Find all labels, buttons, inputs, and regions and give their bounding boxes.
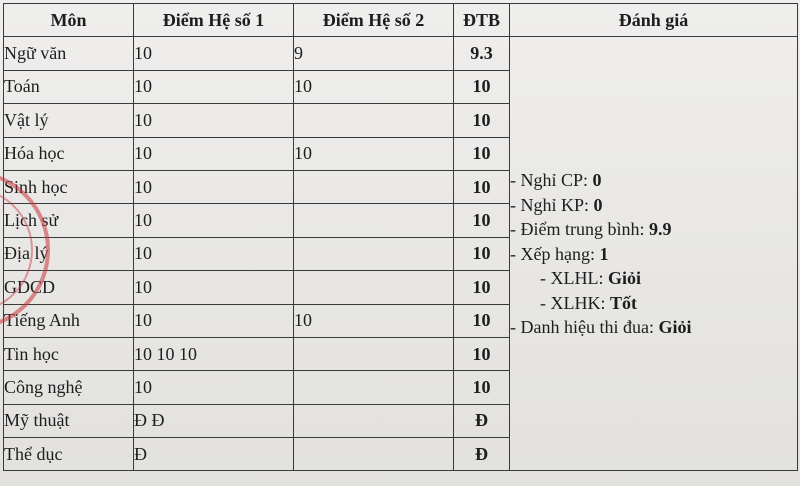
table-row bbox=[4, 37, 798, 70]
score1-cell: 10 bbox=[134, 37, 294, 70]
subject-cell: Tin học bbox=[4, 337, 134, 370]
score1-cell: 10 bbox=[134, 204, 294, 237]
award-title-value: Giỏi bbox=[658, 317, 692, 338]
award-title-label: - Danh hiệu thi đua: bbox=[510, 317, 654, 338]
score1-cell: 10 bbox=[134, 237, 294, 270]
score2-cell bbox=[294, 271, 454, 304]
subject-cell: Lịch sử bbox=[4, 204, 134, 237]
average-cell: 10 bbox=[454, 137, 510, 170]
score1-cell: 10 10 10 bbox=[134, 337, 294, 370]
subject-cell: Toán bbox=[4, 70, 134, 103]
average-cell: 10 bbox=[454, 170, 510, 203]
conduct-label: - XLHK: bbox=[540, 292, 606, 313]
subject-cell: Sinh học bbox=[4, 170, 134, 203]
gpa-label: - Điểm trung bình: bbox=[510, 219, 645, 240]
average-cell: 10 bbox=[454, 337, 510, 370]
average-cell: Đ bbox=[454, 404, 510, 437]
subject-cell: Địa lý bbox=[4, 237, 134, 270]
average-cell: 10 bbox=[454, 204, 510, 237]
header-row bbox=[4, 4, 798, 37]
header-evaluation: Đánh giá bbox=[510, 4, 798, 37]
rank-line bbox=[510, 242, 797, 267]
subject-cell: GDCD bbox=[4, 271, 134, 304]
score2-cell bbox=[294, 104, 454, 137]
score2-cell bbox=[294, 237, 454, 270]
score1-cell: 10 bbox=[134, 137, 294, 170]
average-cell: 9.3 bbox=[454, 37, 510, 70]
score2-cell bbox=[294, 371, 454, 404]
gpa-value: 9.9 bbox=[648, 219, 672, 240]
average-cell: 10 bbox=[454, 371, 510, 404]
absent-unexcused-value: 0 bbox=[593, 194, 603, 215]
grades-table bbox=[3, 3, 798, 471]
absent-unexcused-label: - Nghỉ KP: bbox=[510, 194, 590, 215]
academic-label: - XLHL: bbox=[540, 268, 604, 289]
conduct-line bbox=[510, 291, 797, 316]
evaluation-panel bbox=[510, 37, 798, 471]
average-cell: 10 bbox=[454, 104, 510, 137]
absent-excused-line bbox=[510, 168, 797, 193]
score1-cell: Đ bbox=[134, 438, 294, 471]
subject-cell: Công nghệ bbox=[4, 371, 134, 404]
score1-cell: 10 bbox=[134, 371, 294, 404]
subject-cell: Vật lý bbox=[4, 104, 134, 137]
score2-cell bbox=[294, 204, 454, 237]
average-cell: 10 bbox=[454, 237, 510, 270]
subject-cell: Mỹ thuật bbox=[4, 404, 134, 437]
header-score-coef-2: Điểm Hệ số 2 bbox=[294, 4, 454, 37]
average-cell: 10 bbox=[454, 304, 510, 337]
subject-cell: Tiếng Anh bbox=[4, 304, 134, 337]
score2-cell bbox=[294, 404, 454, 437]
score2-cell bbox=[294, 170, 454, 203]
gpa-line bbox=[510, 217, 797, 242]
score2-cell: 10 bbox=[294, 137, 454, 170]
subject-cell: Ngữ văn bbox=[4, 37, 134, 70]
score2-cell: 9 bbox=[294, 37, 454, 70]
score1-cell: 10 bbox=[134, 170, 294, 203]
average-cell: Đ bbox=[454, 438, 510, 471]
score1-cell: 10 bbox=[134, 70, 294, 103]
score2-cell: 10 bbox=[294, 304, 454, 337]
score1-cell: Đ Đ bbox=[134, 404, 294, 437]
average-cell: 10 bbox=[454, 70, 510, 103]
award-title-line bbox=[510, 315, 797, 340]
academic-line bbox=[510, 266, 797, 291]
rank-label: - Xếp hạng: bbox=[510, 243, 595, 264]
header-subject: Môn bbox=[4, 4, 134, 37]
absent-unexcused-line bbox=[510, 193, 797, 218]
subject-cell: Hóa học bbox=[4, 137, 134, 170]
score2-cell bbox=[294, 438, 454, 471]
rank-value: 1 bbox=[599, 243, 609, 264]
subject-cell: Thể dục bbox=[4, 438, 134, 471]
absent-excused-label: - Nghỉ CP: bbox=[510, 170, 589, 191]
header-score-coef-1: Điểm Hệ số 1 bbox=[134, 4, 294, 37]
score1-cell: 10 bbox=[134, 271, 294, 304]
score1-cell: 10 bbox=[134, 104, 294, 137]
score1-cell: 10 bbox=[134, 304, 294, 337]
academic-value: Giỏi bbox=[607, 268, 641, 289]
absent-excused-value: 0 bbox=[592, 170, 602, 191]
header-average: ĐTB bbox=[454, 4, 510, 37]
average-cell: 10 bbox=[454, 271, 510, 304]
score2-cell: 10 bbox=[294, 70, 454, 103]
score2-cell bbox=[294, 337, 454, 370]
conduct-value: Tốt bbox=[610, 292, 637, 313]
